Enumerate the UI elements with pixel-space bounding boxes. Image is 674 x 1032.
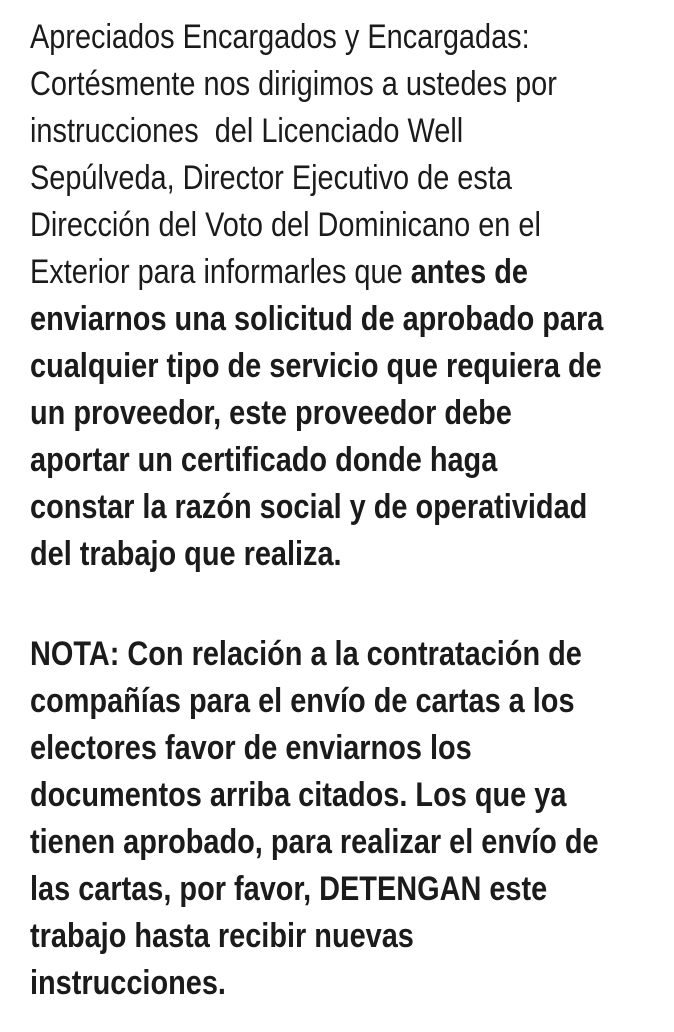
bold-text-segment: electores favor de enviarnos los: [30, 729, 472, 767]
text-line: [30, 296, 674, 343]
intro-paragraph: [30, 14, 674, 578]
bold-text-segment: antes de: [410, 253, 528, 291]
bold-text-segment: documentos arriba citados. Los que ya: [30, 776, 567, 814]
bold-text-segment: aportar un certificado donde haga: [30, 441, 498, 479]
nota-paragraph: [30, 631, 674, 1007]
text-line: [30, 14, 674, 61]
text-segment: Dirección del Voto del Dominicano en el: [30, 206, 541, 244]
text-segment: Cortésmente nos dirigimos a ustedes por: [30, 65, 557, 103]
text-line: [30, 484, 674, 531]
text-line: [30, 819, 674, 866]
bold-text-segment: las cartas, por favor, DETENGAN este: [30, 870, 548, 908]
bold-text-segment: compañías para el envío de cartas a los: [30, 682, 575, 720]
text-line: [30, 155, 674, 202]
text-line: [30, 61, 674, 108]
text-line: [30, 249, 674, 296]
text-segment: Exterior para informarles que: [30, 253, 411, 291]
text-segment: instrucciones del Licenciado Well: [30, 112, 464, 150]
text-line: [30, 678, 674, 725]
text-line: [30, 202, 674, 249]
bold-text-segment: constar la razón social y de operatividad: [30, 488, 588, 526]
bold-text-segment: enviarnos una solicitud de aprobado para: [30, 300, 604, 338]
text-line: [30, 772, 674, 819]
text-line: [30, 913, 674, 960]
bold-text-segment: tienen aprobado, para realizar el envío de: [30, 823, 599, 861]
bold-text-segment: instrucciones.: [30, 964, 226, 1002]
bold-text-segment: un proveedor, este proveedor debe: [30, 394, 512, 432]
text-line: [30, 108, 674, 155]
text-segment: Sepúlveda, Director Ejecutivo de esta: [30, 159, 512, 197]
text-line: [30, 866, 674, 913]
text-line: [30, 960, 674, 1007]
text-segment: Apreciados Encargados y Encargadas:: [30, 18, 530, 56]
paragraph-list: [30, 14, 674, 1007]
text-line: [30, 390, 674, 437]
text-line: [30, 343, 674, 390]
text-line: [30, 725, 674, 772]
bold-text-segment: trabajo hasta recibir nuevas: [30, 917, 414, 955]
text-line: [30, 531, 674, 578]
bold-text-segment: del trabajo que realiza.: [30, 535, 342, 573]
text-line: [30, 631, 674, 678]
bold-text-segment: cualquier tipo de servicio que requiera de: [30, 347, 602, 385]
bold-text-segment: NOTA: Con relación a la contratación de: [30, 635, 582, 673]
text-line: [30, 437, 674, 484]
